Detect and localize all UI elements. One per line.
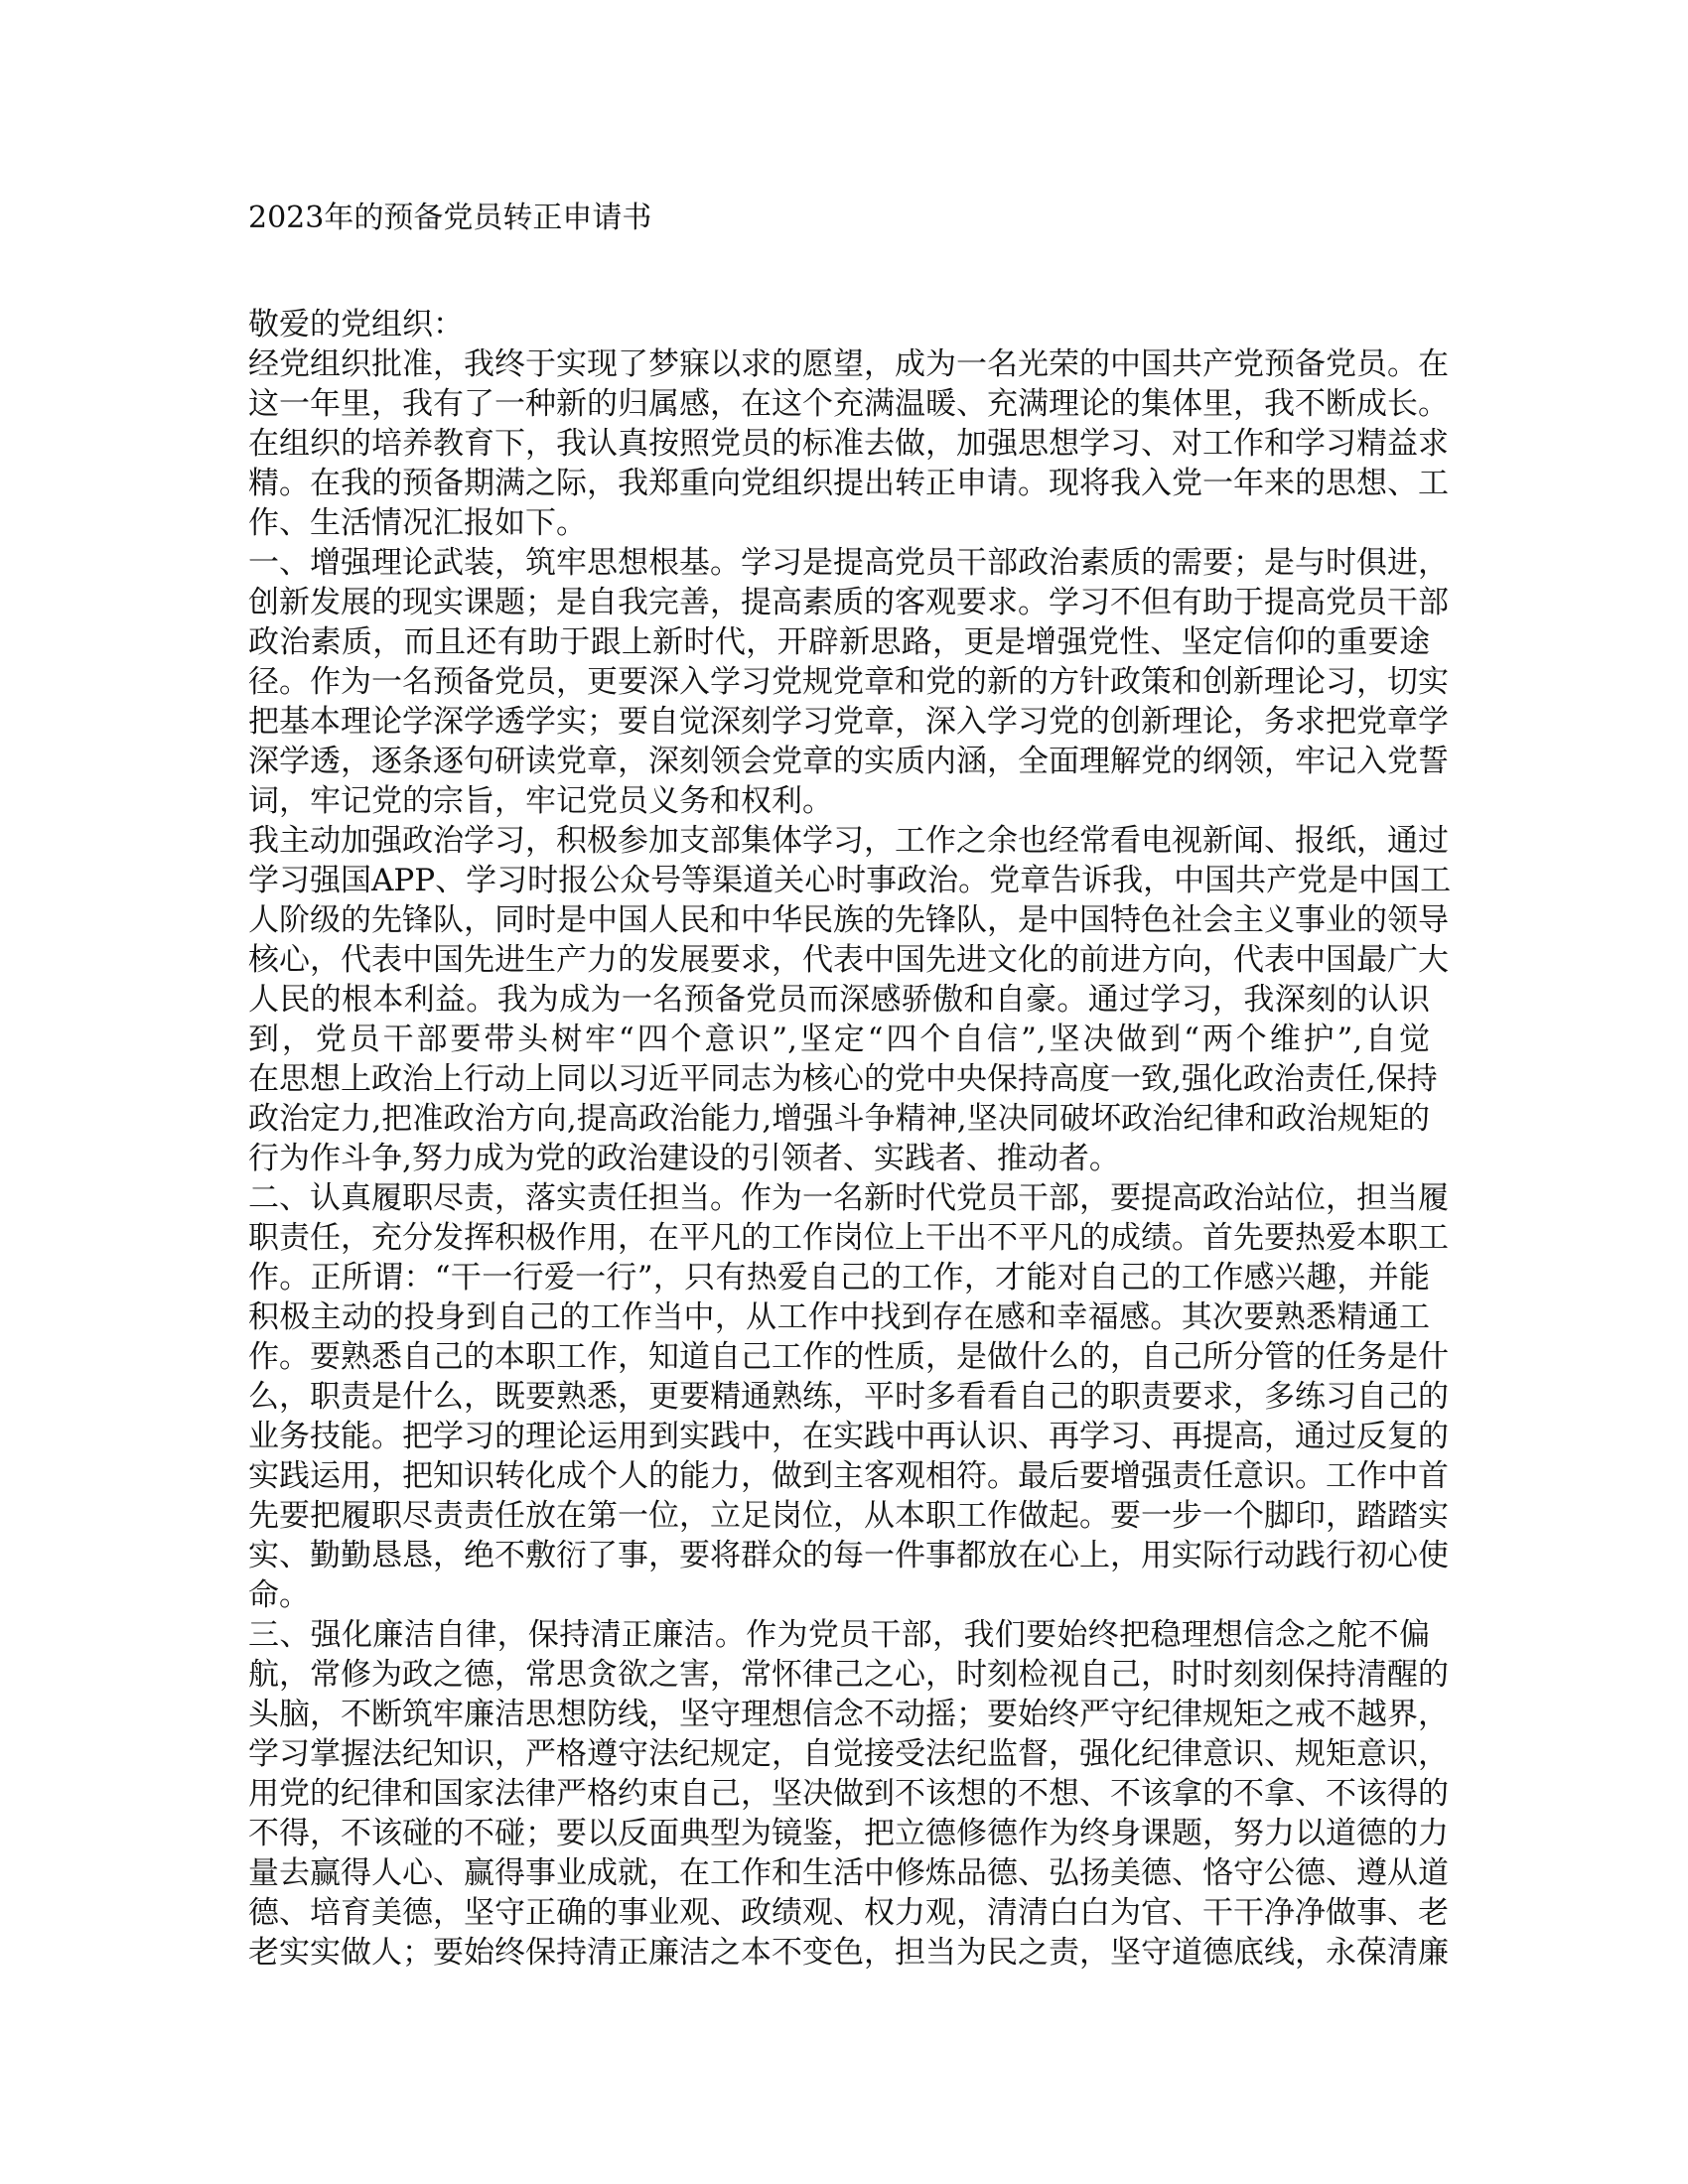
paragraph-line: 在思想上政治上行动上同以习近平同志为核心的党中央保持高度一致,强化政治责任,保持 [248, 1061, 1438, 1097]
document-body [248, 305, 1452, 1973]
paragraph-line: 老实实做人；要始终保持清正廉洁之本不变色，担当为民之责，坚守道德底线，永葆清廉 [248, 1935, 1449, 1971]
paragraph-line: 行为作斗争,努力成为党的政治建设的引领者、实践者、推动者。 [248, 1141, 1120, 1176]
paragraph-line: 创新发展的现实课题；是自我完善，提高素质的客观要求。学习不但有助于提高党员干部 [248, 585, 1449, 620]
paragraph-line: 我主动加强政治学习，积极参加支部集体学习，工作之余也经常看电视新闻、报纸，通过 [248, 823, 1449, 859]
paragraph-line: 德、培育美德，坚守正确的事业观、政绩观、权力观，清清白白为官、干干净净做事、老 [248, 1895, 1449, 1931]
paragraph-line: 积极主动的投身到自己的工作当中，从工作中找到存在感和幸福感。其次要熟悉精通工 [248, 1299, 1430, 1335]
paragraph-line: 不得，不该碰的不碰；要以反面典型为镜鉴，把立德修德作为终身课题，努力以道德的力 [248, 1816, 1449, 1851]
paragraph-line: 核心，代表中国先进生产力的发展要求，代表中国先进文化的前进方向，代表中国最广大 [248, 942, 1449, 978]
paragraph-line: 径。作为一名预备党员，更要深入学习党规党章和党的新的方针政策和创新理论习，切实 [248, 664, 1449, 700]
paragraph-line: 到，党员干部要带头树牢“四个意识”,坚定“四个自信”,坚决做到“两个维护”,自觉 [248, 1022, 1430, 1057]
paragraph-line: 一、增强理论武装，筑牢思想根基。学习是提高党员干部政治素质的需要；是与时俱进， [248, 545, 1449, 581]
paragraph-line: 用党的纪律和国家法律严格约束自己，坚决做到不该想的不想、不该拿的不拿、不该得的 [248, 1776, 1449, 1812]
paragraph-line: 先要把履职尽责责任放在第一位，立足岗位，从本职工作做起。要一步一个脚印，踏踏实 [248, 1498, 1449, 1534]
paragraph-line: 二、认真履职尽责，落实责任担当。作为一名新时代党员干部，要提高政治站位，担当履 [248, 1180, 1449, 1216]
paragraph-line: 头脑，不断筑牢廉洁思想防线，坚守理想信念不动摇；要始终严守纪律规矩之戒不越界， [248, 1697, 1449, 1732]
paragraph-line: 把基本理论学深学透学实；要自觉深刻学习党章，深入学习党的创新理论，务求把党章学 [248, 704, 1449, 740]
paragraph-line: 在组织的培养教育下，我认真按照党员的标准去做，加强思想学习、对工作和学习精益求 [248, 426, 1449, 462]
paragraph-line: 命。 [248, 1577, 310, 1613]
paragraph-line: 政治定力,把准政治方向,提高政治能力,增强斗争精神,坚决同破坏政治纪律和政治规矩的 [248, 1101, 1430, 1137]
salutation: 敬爱的党组织： [248, 307, 464, 342]
paragraph-line: 这一年里，我有了一种新的归属感，在这个充满温暖、充满理论的集体里，我不断成长。 [248, 386, 1449, 422]
paragraph-line: 三、强化廉洁自律，保持清正廉洁。作为党员干部，我们要始终把稳理想信念之舵不偏 [248, 1617, 1430, 1653]
paragraph-line: 职责任，充分发挥积极作用，在平凡的工作岗位上干出不平凡的成绩。首先要热爱本职工 [248, 1220, 1449, 1256]
paragraph-line: 航，常修为政之德，常思贪欲之害，常怀律己之心，时刻检视自己，时时刻刻保持清醒的 [248, 1657, 1449, 1693]
paragraph-line: 词，牢记党的宗旨，牢记党员义务和权利。 [248, 783, 833, 819]
paragraph-line: 人阶级的先锋队，同时是中国人民和中华民族的先锋队，是中国特色社会主义事业的领导 [248, 902, 1449, 938]
paragraph-line: 么，职责是什么，既要熟悉，更要精通熟练，平时多看看自己的职责要求，多练习自己的 [248, 1379, 1449, 1415]
paragraph-line: 经党组织批准，我终于实现了梦寐以求的愿望，成为一名光荣的中国共产党预备党员。在 [248, 346, 1449, 382]
paragraph-line: 实践运用，把知识转化成个人的能力，做到主客观相符。最后要增强责任意识。工作中首 [248, 1458, 1449, 1494]
paragraph-line: 政治素质，而且还有助于跟上新时代，开辟新思路，更是增强党性、坚定信仰的重要途 [248, 624, 1430, 660]
paragraph-line: 作。正所谓：“干一行爱一行”，只有热爱自己的工作，才能对自己的工作感兴趣，并能 [248, 1260, 1430, 1296]
paragraph-line: 作、生活情况汇报如下。 [248, 505, 587, 541]
paragraph-line: 实、勤勤恳恳，绝不敷衍了事，要将群众的每一件事都放在心上，用实际行动践行初心使 [248, 1538, 1449, 1573]
paragraph-line: 深学透，逐条逐句研读党章，深刻领会党章的实质内涵，全面理解党的纲领，牢记入党誓 [248, 744, 1449, 779]
paragraph-line: 精。在我的预备期满之际，我郑重向党组织提出转正申请。现将我入党一年来的思想、工 [248, 466, 1449, 501]
paragraph-line: 人民的根本利益。我为成为一名预备党员而深感骄傲和自豪。通过学习，我深刻的认识 [248, 982, 1430, 1018]
paragraph-line: 学习掌握法纪知识，严格遵守法纪规定，自觉接受法纪监督，强化纪律意识、规矩意识， [248, 1736, 1449, 1772]
paragraph-line: 量去赢得人心、赢得事业成就，在工作和生活中修炼品德、弘扬美德、恪守公德、遵从道 [248, 1855, 1449, 1891]
paragraph-line: 学习强国APP、学习时报公众号等渠道关心时事政治。党章告诉我，中国共产党是中国工 [248, 863, 1452, 898]
document-title: 2023年的预备党员转正申请书 [248, 201, 652, 235]
paragraph-line: 业务技能。把学习的理论运用到实践中，在实践中再认识、再学习、再提高，通过反复的 [248, 1419, 1449, 1454]
paragraph-line: 作。要熟悉自己的本职工作，知道自己工作的性质，是做什么的，自己所分管的任务是什 [248, 1339, 1449, 1375]
